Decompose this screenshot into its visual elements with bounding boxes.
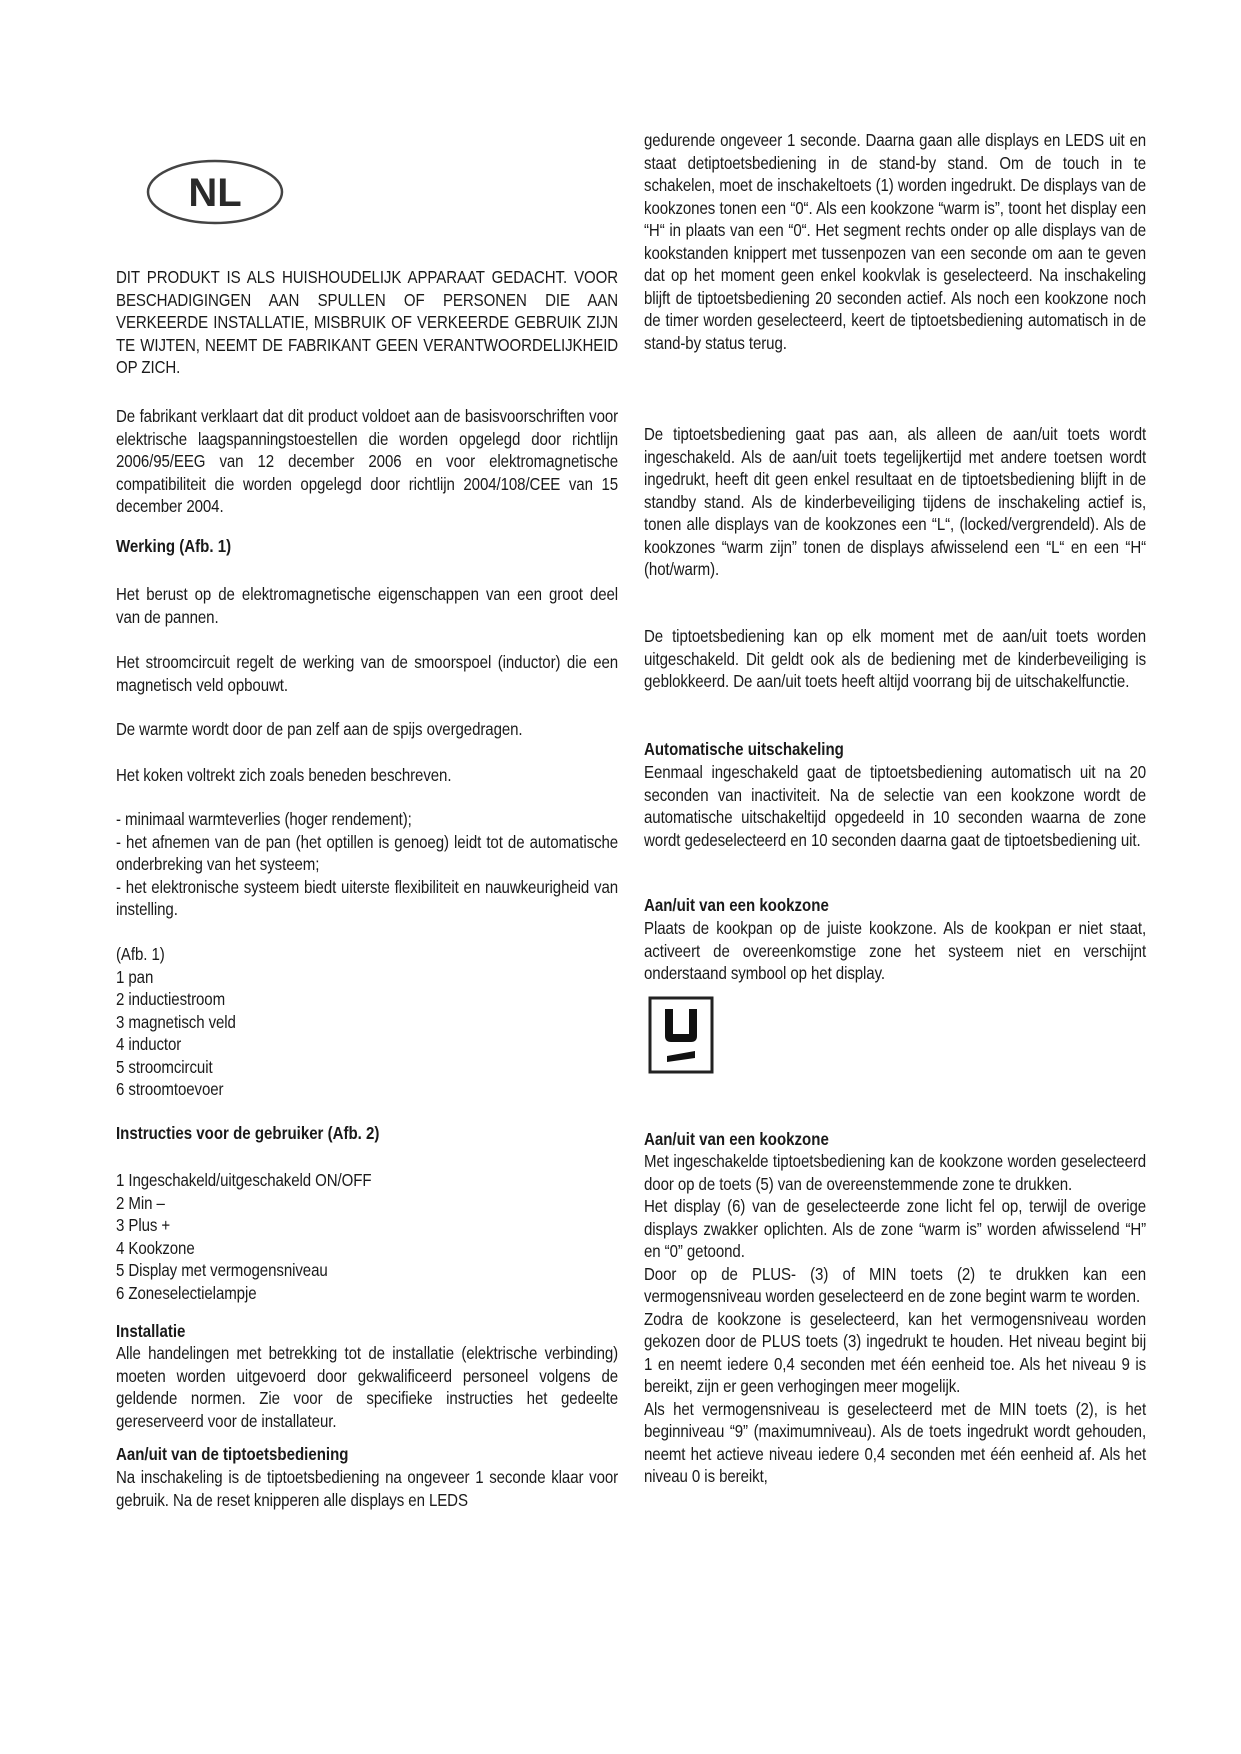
auto-uitschakeling-paragraph: Eenmaal ingeschakeld gaat de tiptoetsbediening automatisch uit na 20 seconden van inactiviteit. Na de selectie van een kookzone wordt de automatische uitschakeltijd opgedeeld in 10 seconden waarna de zone wordt gedeselecteerd en 10 seconden daarna gaat de tiptoetsbediening uit.: [644, 762, 1147, 850]
warning-paragraph: DIT PRODUKT IS ALS HUISHOUDELIJK APPARAAT GEDACHT. VOOR BESCHADIGINGEN AAN SPULLEN OF PERSONEN DIE AAN VERKEERDE INSTALLATIE, MISBRUIK OF VERKEERDE GEBRUIK ZIJN TE WIJTEN, NEEMT DE FABRIKANT GEEN VERANTWOORDELIJKHEID OP ZICH.: [116, 267, 619, 377]
list-item: - minimaal warmteverlies (hoger rendement);: [116, 809, 412, 829]
continuation-paragraph-3: De tiptoetsbediening kan op elk moment met de aan/uit toets worden uitgeschakeld. Dit geldt ook als de bediening met de kinderbeveiliging is geblokkeerd. De aan/uit toets heeft altijd voorrang bij de uitschakelfunctie.: [644, 626, 1147, 691]
list-item: 1 pan: [116, 966, 154, 987]
list-item: 2 Min –: [116, 1192, 165, 1213]
list-item: 3 Plus +: [116, 1215, 171, 1235]
continuation-paragraph-1: gedurende ongeveer 1 seconde. Daarna gaan alle displays en LEDS uit en staat detiptoetsbediening in de stand-by stand. Om de touch in te schakelen, moet de inschakeltoets (1) worden ingedrukt. De displays van de kookzones tonen een “0“. Als een kookzone “warm is”, toont het display een “H“ in plaats van een “0“. Het segment rechts onder op alle displays van de kookstanden knippert met tussenpozen van een seconde om aan te geven dat op het moment geen enkel kookvlak is geselecteerd. Na inschakeling blijft de tiptoetsbediening 20 seconden actief. Als noch een kookzone noch de timer worden geselecteerd, keert de tiptoetsbediening automatisch in de stand-by status terug.: [644, 130, 1147, 353]
continuation-paragraph-2: De tiptoetsbediening gaat pas aan, als alleen de aan/uit toets wordt ingeschakeld. Als de aan/uit toets tegelijkertijd met andere toetsen wordt ingedrukt, heeft dit geen enkel resultaat en de tiptoetsbediening blijft in de standby stand. Als de kinderbeveiliging tijdens de inschakeling actief is, tonen alle displays van de kookzones een “L“, (locked/vergrendeld). Als de kookzones “warm zijn” tonen de displays afwisselend een “L“ en een “H“ (hot/warm).: [644, 424, 1147, 579]
paragraph-line: Met ingeschakelde tiptoetsbediening kan de kookzone worden geselecteerd door op de toets (5) van de overeenstemmende zone te drukken.: [644, 1151, 1147, 1194]
installatie-heading: Installatie: [116, 1321, 186, 1341]
werking-paragraph-1: Het berust op de elektromagnetische eigenschappen van een groot deel van de pannen.: [116, 584, 619, 627]
list-item: 5 Display met vermogensniveau: [116, 1260, 328, 1280]
werking-heading: Werking (Afb. 1): [116, 536, 232, 556]
declaration-paragraph: De fabrikant verklaart dat dit product voldoet aan de basisvoorschriften voor elektrische laagspanningstoestellen die worden opgelegd door richtlijn 2006/95/EEG van 12 december 2006 en voor elektromagnetische compatibiliteit die worden opgelegd door richtlijn 2004/108/CEE van 15 december 2004.: [116, 406, 619, 516]
kookzone-paragraph-2: [644, 1150, 1146, 1488]
kookzone-heading-2: Aan/uit van een kookzone: [644, 1129, 829, 1149]
paragraph-line: Als het vermogensniveau is geselecteerd met de MIN toets (2), is het beginniveau “9” (maximumniveau). Als de toets ingedrukt wordt gehouden, neemt het actieve niveau iedere 0,4 seconden met één eenheid af. Als het niveau 0 is bereikt,: [644, 1398, 1147, 1486]
afb2-legend: [116, 1169, 618, 1304]
list-item: 2 inductiestroom: [116, 989, 226, 1009]
language-badge-nl: [145, 158, 285, 226]
list-item: - het elektronische systeem biedt uiterste flexibiliteit en nauwkeurigheid van instelling.: [116, 876, 619, 919]
werking-paragraph-3: De warmte wordt door de pan zelf aan de spijs overgedragen.: [116, 719, 523, 739]
list-item: 6 Zoneselectielampje: [116, 1282, 257, 1303]
tiptoets-heading: Aan/uit van de tiptoetsbediening: [116, 1444, 349, 1464]
list-item: 3 magnetisch veld: [116, 1011, 236, 1032]
installatie-paragraph: Alle handelingen met betrekking tot de installatie (elektrische verbinding) moeten worden uitgevoerd door gekwalificeerd personeel volgens de geldende normen. Zie voor de specifieke instructies het gedeelte gereserveerd voor de installateur.: [116, 1343, 619, 1431]
kookzone-paragraph-1: Plaats de kookpan op de juiste kookzone. Als de kookpan er niet staat, activeert de overeenkomstige zone het systeem niet en verschijnt onderstaand symbool op het display.: [644, 918, 1147, 983]
afb1-legend: [116, 943, 618, 1101]
werking-paragraph-4: Het koken voltrekt zich zoals beneden beschreven.: [116, 765, 452, 785]
list-item: 4 Kookzone: [116, 1237, 195, 1258]
paragraph-line: Het display (6) van de geselecteerde zone licht fel op, terwijl de overige displays zwakker oplichten. Als de zone “warm is” worden afwisselend “H” en “0” getoond.: [644, 1196, 1147, 1261]
kookzone-heading-1: Aan/uit van een kookzone: [644, 895, 829, 915]
no-pan-symbol-icon: [648, 996, 714, 1074]
auto-uitschakeling-heading: Automatische uitschakeling: [644, 739, 844, 759]
list-item: - het afnemen van de pan (het optillen is genoeg) leidt tot de automatische onderbreking van het systeem;: [116, 831, 619, 874]
list-item: 1 Ingeschakeld/uitgeschakeld ON/OFF: [116, 1170, 372, 1190]
paragraph-line: Door op de PLUS- (3) of MIN toets (2) te drukken kan een vermogensniveau worden geselecteerd en de zone begint warm te worden.: [644, 1263, 1147, 1306]
list-item: (Afb. 1): [116, 944, 165, 964]
list-item: 6 stroomtoevoer: [116, 1079, 224, 1099]
tiptoets-paragraph: Na inschakeling is de tiptoetsbediening na ongeveer 1 seconde klaar voor gebruik. Na de reset knipperen alle displays en LEDS: [116, 1467, 619, 1510]
instructies-heading: Instructies voor de gebruiker (Afb. 2): [116, 1123, 380, 1143]
benefits-list: [116, 808, 618, 921]
paragraph-line: Zodra de kookzone is geselecteerd, kan het vermogensniveau worden gekozen door de PLUS toets (3) ingedrukt te houden. Het niveau begint bij 1 en neemt iedere 0,4 seconden met één eenheid toe. Als het niveau 9 is bereikt, zijn er geen verhogingen meer mogelijk.: [644, 1308, 1147, 1396]
list-item: 4 inductor: [116, 1034, 182, 1054]
list-item: 5 stroomcircuit: [116, 1056, 213, 1077]
werking-paragraph-2: Het stroomcircuit regelt de werking van de smoorspoel (inductor) die een magnetisch veld opbouwt.: [116, 652, 619, 695]
badge-label: NL: [188, 171, 242, 215]
